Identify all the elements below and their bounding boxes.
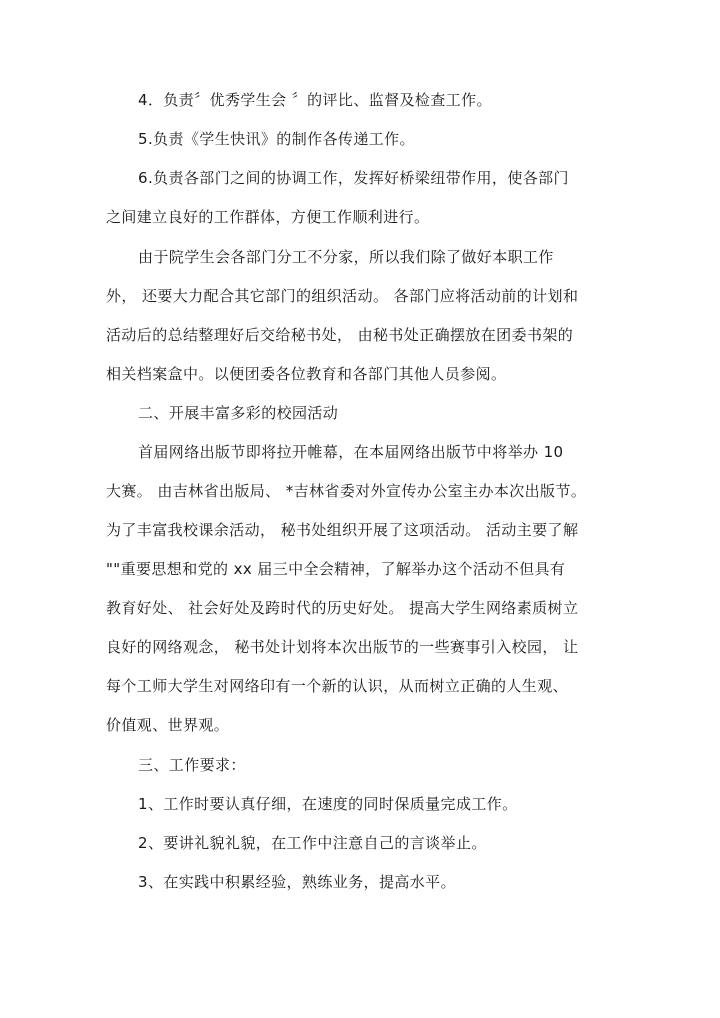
text-line-para-2-cont-3: ""重要思想和党的 xx 届三中全会精神，了解举办这个活动不但具有 (106, 560, 566, 578)
text-line-duty-5: 5.负责《学生快讯》的制作各传递工作。 (138, 130, 415, 148)
text-line-para-2-cont-6: 每个工师大学生对网络印有一个新的认识，从而树立正确的人生观、 (106, 677, 569, 695)
section-heading-3: 三、工作要求： (138, 756, 246, 774)
text-line-duty-6: 6.负责各部门之间的协调工作，发挥好桥梁纽带作用，使各部门 (138, 169, 569, 187)
text-line-para-1-cont-2: 活动后的总结整理好后交给秘书处， 由秘书处正确摆放在团委书架的 (106, 326, 574, 344)
text-line-para-2-cont-2: 为了丰富我校课余活动， 秘书处组织开展了这项活动。 活动主要了解 (106, 521, 579, 539)
text-line-para-2-cont-7: 价值观、世界观。 (106, 716, 230, 734)
text-line-para-1-cont-1: 外， 还要大力配合其它部门的组织活动。 各部门应将活动前的计划和 (106, 287, 579, 305)
requirement-item-1: 1、工作时要认真仔细，在速度的同时保质量完成工作。 (138, 795, 518, 813)
requirement-item-2: 2、要讲礼貌礼貌，在工作中注意自己的言谈举止。 (138, 834, 487, 852)
text-line-para-1-cont-3: 相关档案盒中。以便团委各位教育和各部门其他人员参阅。 (106, 365, 507, 383)
text-line-para-2-cont-1: 大赛。 由吉林省出版局、 *吉林省委对外宣传办公室主办本次出版节。 (106, 482, 587, 500)
requirement-item-3: 3、在实践中积累经验，熟练业务，提高水平。 (138, 873, 456, 891)
text-line-duty-6-cont: 之间建立良好的工作群体，方便工作顺利进行。 (106, 208, 430, 226)
text-line-para-2-cont-4: 教育好处、 社会好处及跨时代的历史好处。 提高大学生网络素质树立 (106, 599, 579, 617)
text-line-para-2: 首届网络出版节即将拉开帷幕，在本届网络出版节中将举办 10 (138, 443, 564, 461)
text-line-para-1: 由于院学生会各部门分工不分家，所以我们除了做好本职工作 (138, 248, 554, 266)
text-line-duty-4: 4．负责〞优秀学生会 〞的评比、监督及检查工作。 (138, 91, 492, 109)
section-heading-2: 二、开展丰富多彩的校园活动 (138, 404, 339, 422)
text-line-para-2-cont-5: 良好的网络观念， 秘书处计划将本次出版节的一些赛事引入校园， 让 (106, 638, 579, 656)
